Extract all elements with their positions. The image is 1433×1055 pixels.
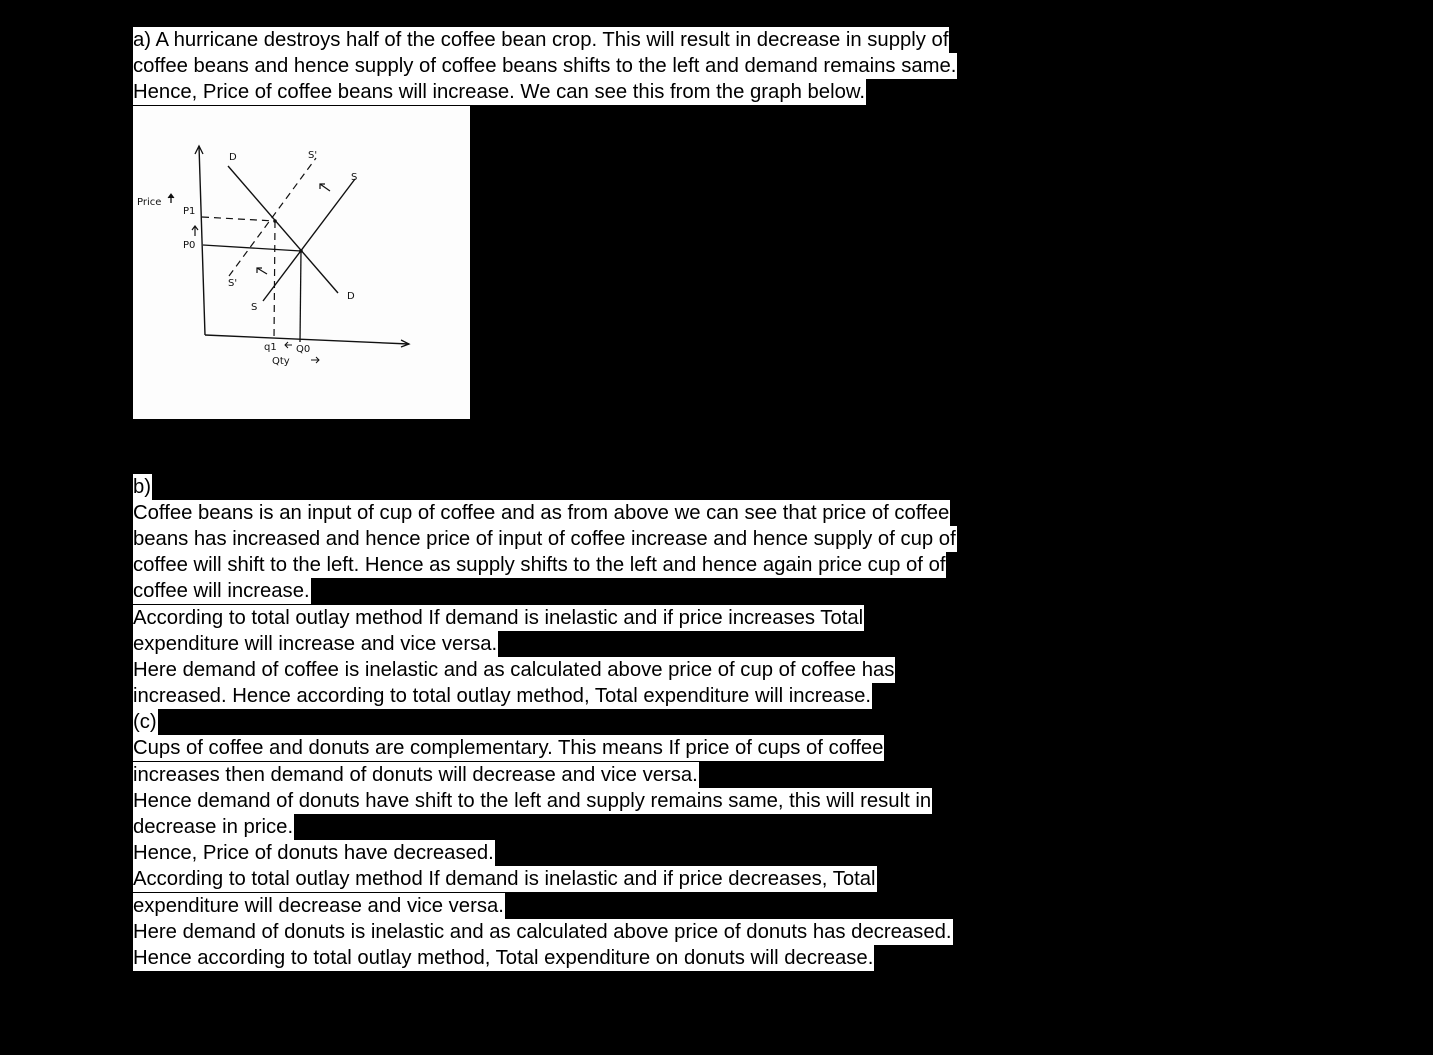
- text-line: Hence demand of donuts have shift to the left and supply remains same, this will result in: [133, 789, 932, 812]
- text-line: Coffee beans is an input of cup of coffee and as from above we can see that price of coffee: [133, 501, 950, 524]
- part-c-section: [133, 709, 1073, 971]
- q1-label: q1: [264, 341, 277, 353]
- text-line: expenditure will decrease and vice versa.: [133, 894, 504, 917]
- p1-label: P1: [183, 205, 196, 217]
- text-line: decrease in price.: [133, 816, 294, 838]
- text-line: According to total outlay method If demand is inelastic and if price increases Total: [133, 606, 864, 629]
- text-line: coffee will shift to the left. Hence as supply shifts to the left and hence again price cup of of: [133, 554, 946, 577]
- demand-bottom-label: D: [347, 290, 355, 302]
- p0-label: P0: [183, 239, 196, 251]
- text-line: a) A hurricane destroys half of the coffee bean crop. This will result in decrease in supply of: [133, 29, 949, 51]
- text-line: increases then demand of donuts will decrease and vice versa.: [133, 763, 698, 786]
- supply-top-label: S: [351, 171, 358, 183]
- part-a-section: [133, 27, 1073, 106]
- text-line: increased. Hence according to total outlay method, Total expenditure will increase.: [133, 685, 872, 708]
- new-supply-top-label: S': [308, 149, 318, 161]
- new-supply-bottom-label: S': [228, 277, 238, 289]
- text-line: Hence according to total outlay method, Total expenditure on donuts will decrease.: [133, 946, 874, 969]
- text-line: Cups of coffee and donuts are complementary. This means If price of cups of coffee: [133, 737, 884, 760]
- text-line: expenditure will increase and vice versa.: [133, 632, 498, 655]
- x-axis-label: Qty: [272, 355, 290, 367]
- section-heading: (c): [133, 711, 157, 734]
- q0-label: Q0: [296, 343, 311, 355]
- text-line: According to total outlay method If demand is inelastic and if price decreases, Total: [133, 868, 876, 891]
- section-heading: b): [133, 475, 152, 498]
- text-line: coffee beans and hence supply of coffee beans shifts to the left and demand remains same.: [133, 55, 957, 78]
- text-line: Here demand of coffee is inelastic and as calculated above price of cup of coffee has: [133, 658, 895, 681]
- supply-bottom-label: S: [251, 301, 258, 313]
- text-line: coffee will increase.: [133, 580, 310, 603]
- supply-demand-graph-image: [133, 106, 470, 419]
- demand-top-label: D: [229, 151, 237, 163]
- y-axis-label: Price: [137, 196, 162, 208]
- text-line: Here demand of donuts is inelastic and as calculated above price of donuts has decreased.: [133, 920, 952, 943]
- document-body: [133, 27, 1073, 971]
- text-line: beans has increased and hence price of input of coffee increase and hence supply of cup of: [133, 527, 956, 550]
- part-b-section: [133, 474, 1073, 710]
- text-line: Hence, Price of donuts have decreased.: [133, 842, 494, 865]
- text-line: Hence, Price of coffee beans will increase. We can see this from the graph below.: [133, 81, 866, 104]
